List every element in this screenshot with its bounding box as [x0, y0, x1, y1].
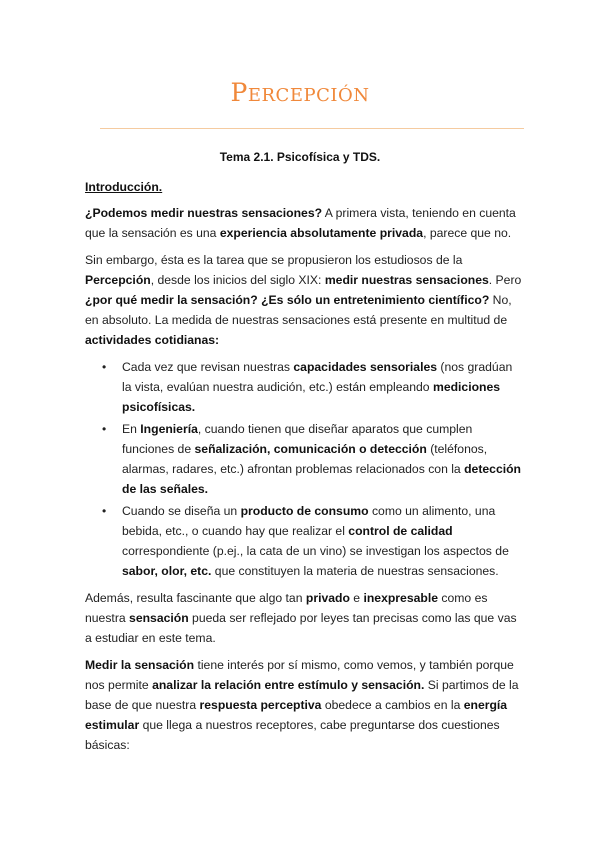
section-heading: Introducción. — [85, 180, 163, 194]
text-run: obedece a cambios en la — [321, 698, 464, 712]
text-run: que constituyen la materia de nuestras sensaciones. — [211, 564, 499, 578]
text-run: Cuando se diseña un — [122, 504, 241, 518]
bold-text: capacidades sensoriales — [293, 360, 438, 374]
text-run: , desde los inicios del siglo XIX: — [150, 273, 325, 287]
paragraph-1 — [85, 203, 525, 243]
bold-text: actividades cotidianas: — [85, 333, 220, 347]
text-run: como un alimento, una bebida, etc., o cuando hay que realizar el — [122, 504, 496, 538]
bold-text: medir nuestras sensaciones — [324, 273, 489, 287]
bold-text: energía estimular — [85, 698, 508, 732]
bold-text: detección de las señales. — [122, 462, 522, 496]
bold-text: sabor, olor, etc. — [122, 564, 212, 578]
document-body — [85, 177, 525, 762]
text-run: A primera vista, teniendo en cuenta que la sensación es una — [85, 206, 516, 240]
bold-text: ¿por qué medir la sensación? ¿Es sólo un entretenimiento científico? — [85, 293, 490, 307]
text-run: . Pero — [488, 273, 522, 287]
text-run: Si partimos de la base de que nuestra — [85, 678, 519, 712]
bold-text: experiencia absolutamente privada — [219, 226, 424, 240]
text-run: , cuando tienen que diseñar aparatos que cumplen funciones de — [122, 422, 473, 456]
paragraph-3 — [85, 588, 525, 648]
paragraph-2 — [85, 250, 525, 350]
bullet-list — [85, 357, 525, 581]
paragraph-4 — [85, 655, 525, 755]
text-run: No, en absoluto. La medida de nuestras sensaciones está presente en multitud de — [85, 293, 512, 327]
bold-text: privado — [305, 591, 350, 605]
text-run: tiene interés por sí mismo, como vemos, y también porque nos permite — [85, 658, 514, 692]
bold-text: señalización, comunicación o detección — [194, 442, 427, 456]
text-run: En — [122, 422, 141, 436]
bold-text: mediciones psicofísicas. — [122, 380, 501, 414]
topic-subtitle: Tema 2.1. Psicofísica y TDS. — [219, 150, 381, 164]
bold-text: Percepción — [85, 273, 151, 287]
bold-text: producto de consumo — [240, 504, 369, 518]
text-run: correspondiente (p.ej., la cata de un vino) se investigan los aspectos de — [122, 544, 509, 558]
bold-text: analizar la relación entre estímulo y sensación. — [152, 678, 425, 692]
text-run: , parece que no. — [423, 226, 512, 240]
text-run: pueda ser reflejado por leyes tan precisas como las que vas a estudiar en este tema. — [85, 611, 517, 645]
bold-text: respuesta perceptiva — [199, 698, 322, 712]
text-run: (nos gradúan la vista, evalúan nuestra audición, etc.) están empleando — [122, 360, 513, 394]
text-run: (teléfonos, alarmas, radares, etc.) afrontan problemas relacionados con la — [122, 442, 488, 476]
text-run: e — [349, 591, 364, 605]
text-run: como es nuestra — [85, 591, 488, 625]
text-run: Sin embargo, ésta es la tarea que se propusieron los estudiosos de la — [85, 253, 463, 267]
bold-text: sensación — [129, 611, 189, 625]
list-item — [122, 357, 525, 417]
text-run: Además, resulta fascinante que algo tan — [85, 591, 306, 605]
bold-text: Medir la sensación — [85, 658, 195, 672]
title-divider — [100, 128, 524, 129]
list-item — [122, 501, 525, 581]
document-title: Percepción — [230, 78, 370, 107]
text-run: Cada vez que revisan nuestras — [122, 360, 294, 374]
bold-text: control de calidad — [348, 524, 453, 538]
bold-text: inexpresable — [363, 591, 438, 605]
text-run: que llega a nuestros receptores, cabe preguntarse dos cuestiones básicas: — [85, 718, 500, 752]
bold-text: Ingeniería — [140, 422, 198, 436]
list-item — [122, 419, 525, 499]
bold-text: ¿Podemos medir nuestras sensaciones? — [85, 206, 323, 220]
